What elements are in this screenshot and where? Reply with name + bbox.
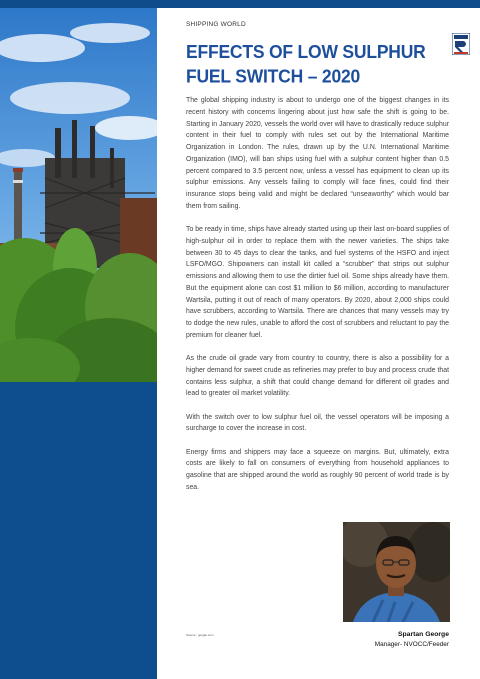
article-paragraph: As the crude oil grade vary from country to country, there is also a possibility for a higher demand for sweet crude as refineries may prefer to buy and process crude that contains less sulphur, a shift that could change demand for different oil grades and lead to greater oil market volatility. — [186, 355, 449, 398]
author-role: Manager- NVOCC/Feeder — [374, 641, 449, 648]
industrial-plant-photo — [0, 8, 157, 382]
top-accent-bar — [0, 0, 480, 8]
article-body — [186, 95, 449, 505]
article-paragraph: The global shipping industry is about to undergo one of the biggest changes in its recent history with concerns lingering about just how safe the shift is going to be. Starting in January 2020, vessels the world over will have to drastically reduce sulphur content in their fuel to comply with rules set out by the International Maritime Organization in London. The rules, drawn up by the U.N. International Maritime Organization (IMO), will ban ships using fuel with a sulphur content higher than 0.5 percent compared to 3.5 percent now, unless a vessel has equipment to clean up its sulphur emissions. Any vessels failing to comply will face fines, could find their insurance stops being valid and might be declared “unseaworthy” which would bar them from sailing. — [186, 97, 449, 210]
company-logo-icon — [452, 33, 470, 55]
author-name: Spartan George — [398, 631, 449, 638]
article-paragraph: To be ready in time, ships have already started using up their last on-board supplies of high-sulphur oil in order to replace them with the newer varieties. The ships take between 30 to 45 days to clear the tanks, and fuel systems of the HSFO and inject LSFO/MGO. Shipowners can install kit called a “scrubber” that strips out sulphur emissions and allowing them to use the dirtier fuel oil. Some ships already have them. But the equipment alone can cost $1 million to $6 million, according to manufacturer Wartsila, putting it out of reach of many operators. By 2020, about 2,000 ships could have scrubbers, according to Wartsila. There are chances that many vessels may try to dodge the new rules, unable to afford the cost of scrubbers and reluctant to pay the premium for cleaner fuel. — [186, 226, 449, 339]
article-title: EFFECTS OF LOW SULPHUR FUEL SWITCH – 2020 — [186, 41, 426, 87]
author-portrait — [343, 522, 450, 622]
article-paragraph: With the switch over to low sulphur fuel oil, the vessel operators will be imposing a surcharge to cover the increase in cost. — [186, 413, 449, 433]
article-paragraph: Energy firms and shippers may face a squeeze on margins. But, ultimately, extra costs are likely to fall on consumers of everything from household appliances to gasoline that are shipped around the world as roughly 90 percent of world trade is by sea. — [186, 448, 449, 491]
section-label: SHIPPING WORLD — [186, 21, 246, 28]
image-source-note: Source : google.com — [186, 633, 214, 637]
